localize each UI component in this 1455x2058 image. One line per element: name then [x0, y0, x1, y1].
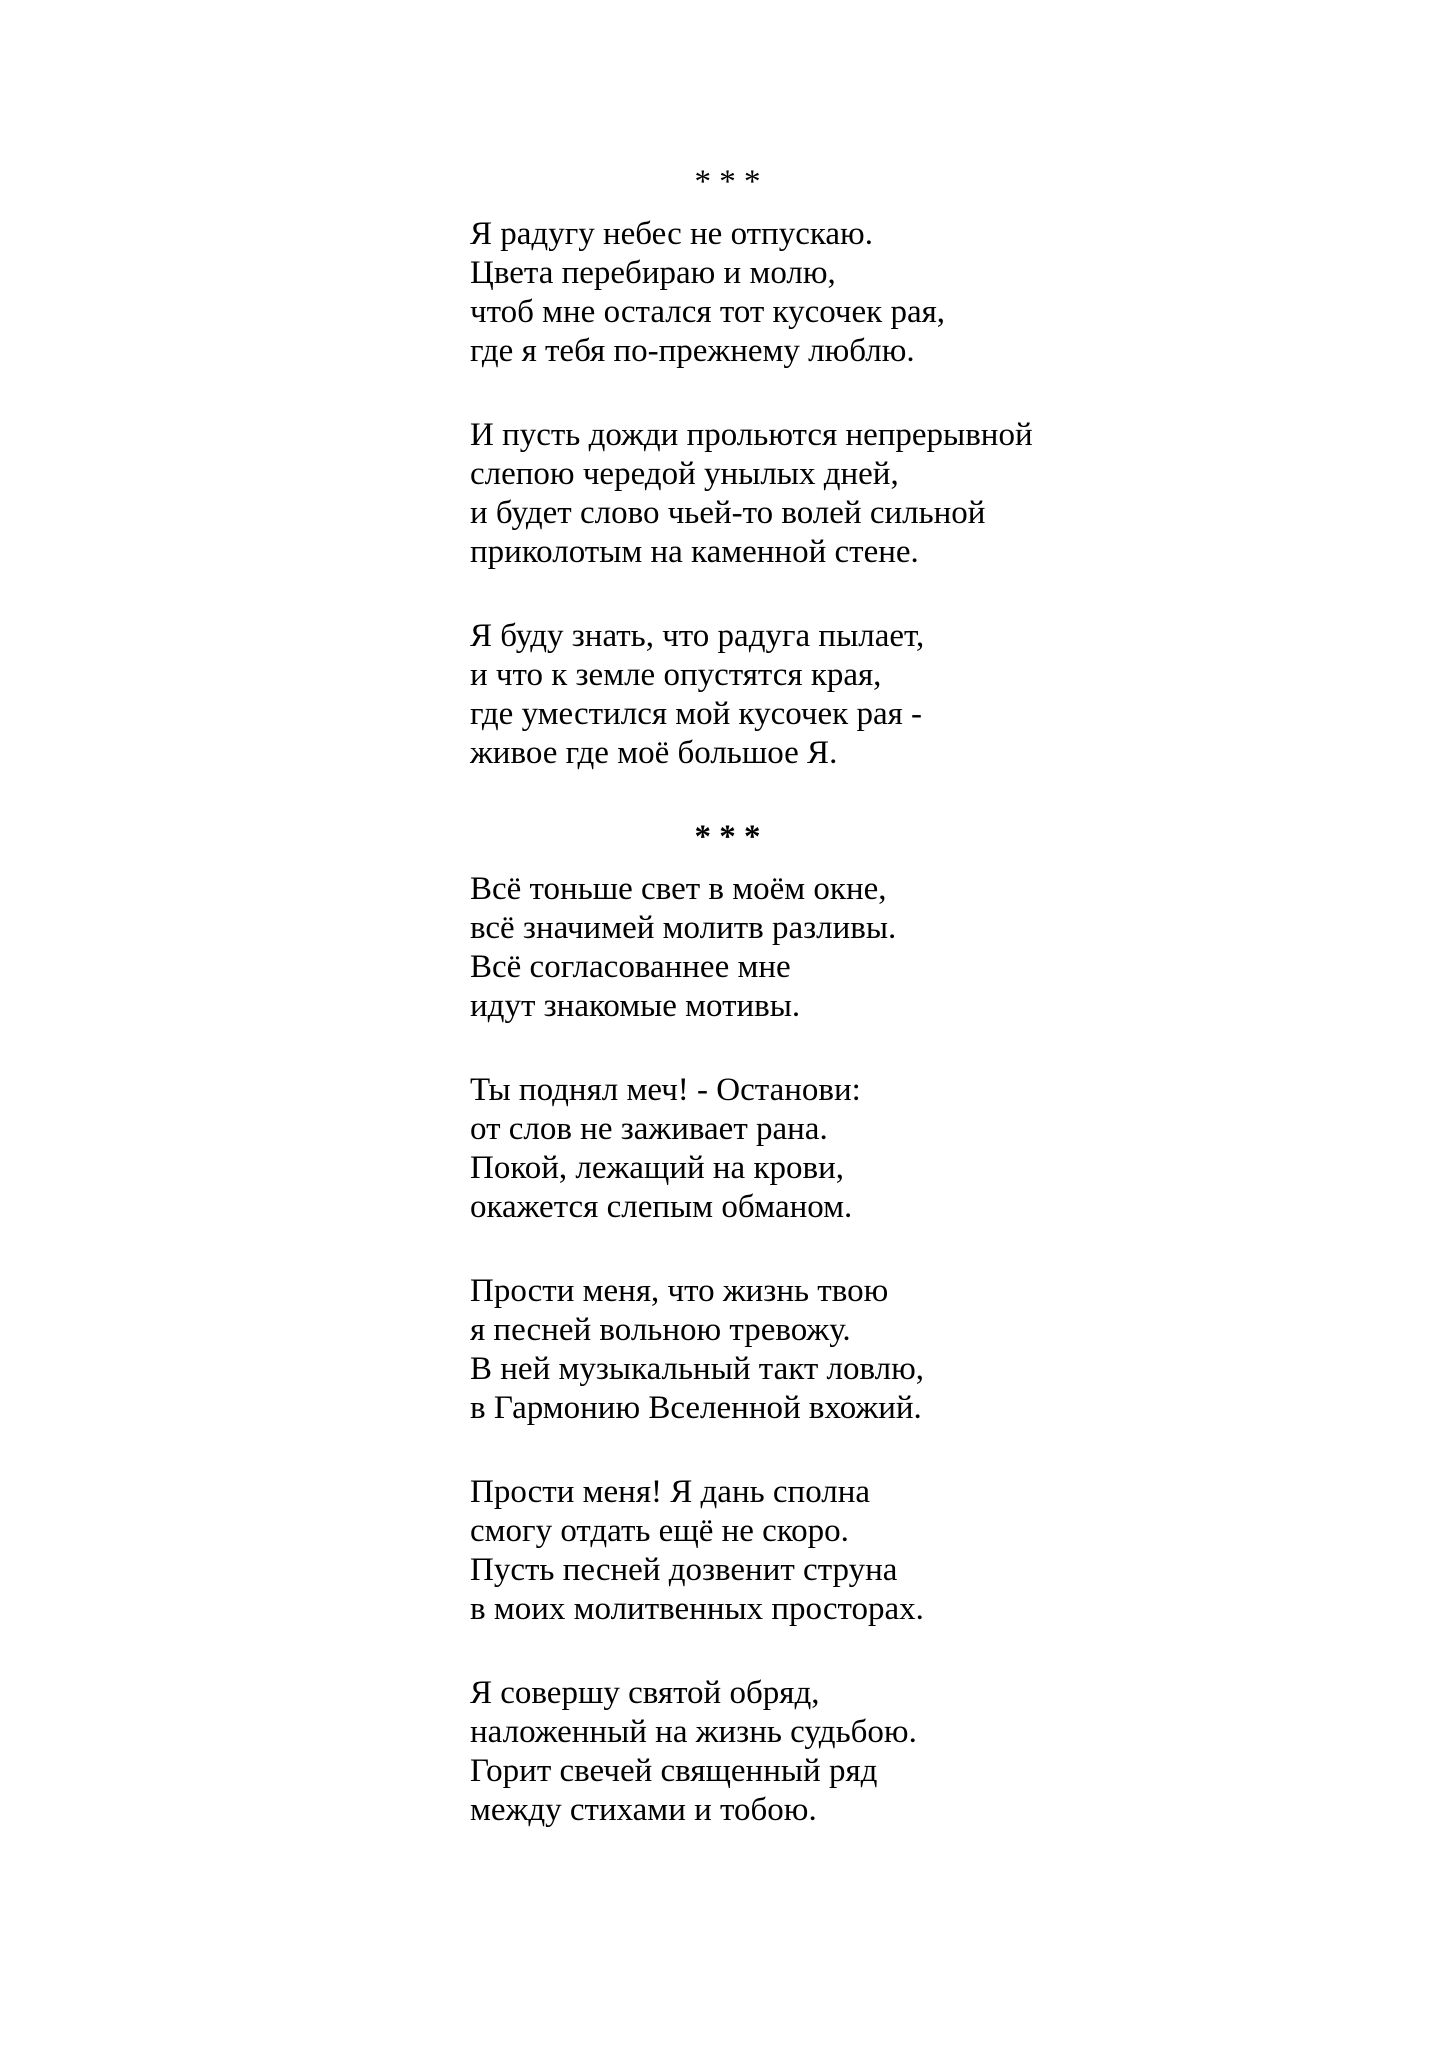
- poem-line: Цвета перебираю и молю,: [470, 255, 836, 291]
- section-separator: * * *: [694, 164, 761, 200]
- stanza: [470, 215, 1455, 371]
- poem-line: Пусть песней дозвенит струна: [470, 1552, 898, 1588]
- stanza: [470, 1272, 1455, 1428]
- poem-line: Я радугу небес не отпускаю.: [470, 216, 873, 252]
- poem-line: Я буду знать, что радуга пылает,: [470, 618, 925, 654]
- poem-line: в Гармонию Вселенной вхожий.: [470, 1390, 922, 1426]
- poem-line: между стихами и тобою.: [470, 1792, 817, 1828]
- poem-line: Прости меня! Я дань сполна: [470, 1474, 871, 1510]
- poem-line: Я совершу святой обряд,: [470, 1675, 820, 1711]
- poem-line: приколотым на каменной стене.: [470, 534, 919, 570]
- poem-line: И пусть дожди прольются непрерывной: [470, 417, 1033, 453]
- poem-line: В ней музыкальный такт ловлю,: [470, 1351, 925, 1387]
- poems-text-block: [0, 163, 1455, 1875]
- poem-line: смогу отдать ещё не скоро.: [470, 1513, 849, 1549]
- stanza: [470, 870, 1455, 1026]
- poem-line: живое где моё большое Я.: [470, 735, 838, 771]
- poem-line: Прости меня, что жизнь твою: [470, 1273, 889, 1309]
- poem-line: слепою чередой унылых дней,: [470, 456, 899, 492]
- poem-line: где уместился мой кусочек рая -: [470, 696, 923, 732]
- poem-line: в моих молитвенных просторах.: [470, 1591, 924, 1627]
- poem-line: и что к земле опустятся края,: [470, 657, 882, 693]
- stanza: [470, 1473, 1455, 1629]
- stanza: [470, 1071, 1455, 1227]
- poem-line: идут знакомые мотивы.: [470, 988, 801, 1024]
- poem-line: и будет слово чьей-то волей сильной: [470, 495, 986, 531]
- poem-line: всё значимей молитв разливы.: [470, 910, 897, 946]
- poem-line: чтоб мне остался тот кусочек рая,: [470, 294, 946, 330]
- poem-line: Покой, лежащий на крови,: [470, 1150, 844, 1186]
- poem-line: Всё тоньше свет в моём окне,: [470, 871, 887, 907]
- stanza: [470, 1674, 1455, 1830]
- stanza: [470, 617, 1455, 773]
- poem-line: Ты поднял меч! - Останови:: [470, 1072, 861, 1108]
- poem-line: наложенный на жизнь судьбою.: [470, 1714, 917, 1750]
- poem-line: от слов не заживает рана.: [470, 1111, 828, 1147]
- section-separator: * * *: [694, 819, 761, 855]
- poem-line: окажется слепым обманом.: [470, 1189, 853, 1225]
- poem-line: Всё согласованнее мне: [470, 949, 791, 985]
- poem-line: я песней вольною тревожу.: [470, 1312, 851, 1348]
- poem-line: Горит свечей священный ряд: [470, 1753, 878, 1789]
- stanza: [470, 416, 1455, 572]
- poem-line: где я тебя по-прежнему люблю.: [470, 333, 915, 369]
